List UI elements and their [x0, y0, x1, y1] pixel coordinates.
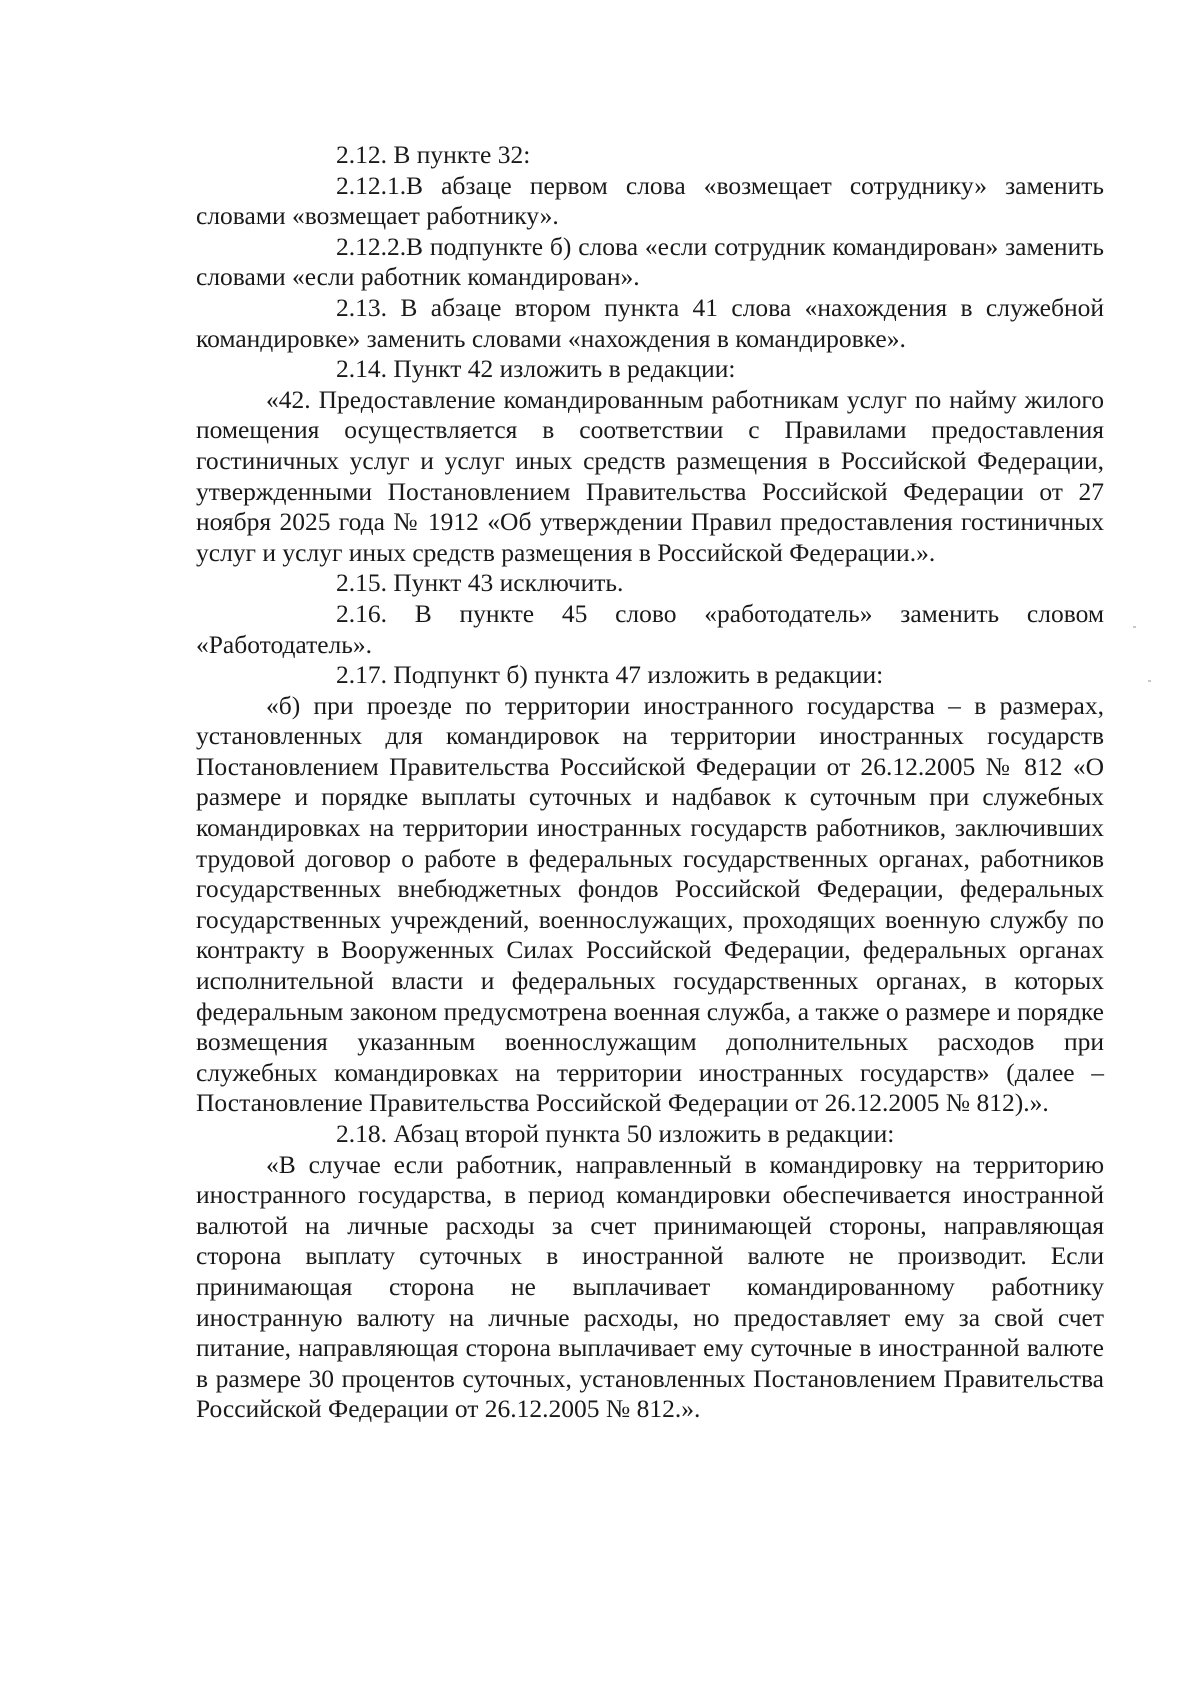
- paragraph-number: 2.13.: [336, 292, 387, 322]
- scan-speck: [1133, 626, 1136, 628]
- paragraph-2-12-1: [196, 171, 1104, 232]
- paragraph-2-16: [196, 599, 1104, 660]
- quoted-clause-42: [196, 385, 1104, 569]
- paragraph-text: Пункт 42 изложить в редакции:: [393, 354, 736, 384]
- paragraph-number: 2.12.2.: [336, 231, 407, 261]
- document-body: [196, 140, 1104, 1425]
- paragraph-text: Подпункт б) пункта 47 изложить в редакции:: [393, 660, 884, 690]
- paragraph-text: В подпункте б) слова «если сотрудник командирован» заменить словами «если работник командирован».: [196, 231, 1104, 292]
- paragraph-text: «В случае если работник, направленный в командировку на территорию иностранного государства, в период командировки обеспечивается иностранной валютой на личные расходы за счет принимающей стороны, направляющая сторона выплату суточных в иностранной валюте не производит. Если принимающая сторона не выплачивает командированному работнику иностранную валюту на личные расходы, но предоставляет ему за свой счет питание, направляющая сторона выплачивает ему суточные в иностранной валюте в размере 30 процентов суточных, установленных Постановлением Правительства Российской Федерации от 26.12.2005 № 812.».: [196, 1149, 1104, 1424]
- paragraph-number: 2.12.1.: [336, 170, 407, 200]
- quoted-clause-50: [196, 1150, 1104, 1425]
- paragraph-text: В абзаце втором пункта 41 слова «нахождения в служебной командировке» заменить словами «нахождения в командировке».: [196, 292, 1104, 353]
- paragraph-2-13: [196, 293, 1104, 354]
- paragraph-text: В пункте 32:: [393, 140, 531, 169]
- paragraph-number: 2.18.: [336, 1119, 387, 1148]
- quoted-subclause-b: [196, 691, 1104, 1119]
- paragraph-number: 2.17.: [336, 660, 387, 690]
- paragraph-2-12-2: [196, 232, 1104, 293]
- paragraph-text: Пункт 43 исключить.: [393, 568, 624, 598]
- scan-speck: [1148, 680, 1151, 682]
- paragraph-2-14: [196, 354, 1104, 385]
- paragraph-number: 2.16.: [336, 598, 387, 628]
- paragraph-number: 2.15.: [336, 568, 387, 598]
- paragraph-text: «42. Предоставление командированным работникам услуг по найму жилого помещения осуществляется в соответствии с Правилами предоставления гостиничных услуг и услуг иных средств размещения в Российской Федерации, утвержденными Постановлением Правительства Российской Федерации от 27 ноября 2025 года № 1912 «Об утверждении Правил предоставления гостиничных услуг и услуг иных средств размещения в Российской Федерации.».: [196, 384, 1104, 567]
- paragraph-2-15: [196, 568, 1104, 599]
- paragraph-number: 2.14.: [336, 354, 387, 384]
- paragraph-text: Абзац второй пункта 50 изложить в редакции:: [393, 1119, 895, 1148]
- paragraph-2-12: [196, 140, 1104, 171]
- paragraph-2-18: [196, 1119, 1104, 1150]
- paragraph-number: 2.12.: [336, 140, 387, 169]
- paragraph-text: «б) при проезде по территории иностранного государства – в размерах, установленных для командировок на территории иностранных государств Постановлением Правительства Российской Федерации от 26.12.2005 № 812 «О размере и порядке выплаты суточных и надбавок к суточным при служебных командировках на территории иностранных государств работников, заключивших трудовой договор о работе в федеральных государственных органах, работников государственных внебюджетных фондов Российской Федерации, федеральных государственных учреждений, военнослужащих, проходящих военную службу по контракту в Вооруженных Силах Российской Федерации, федеральных органах исполнительной власти и федеральных государственных органах, в которых федеральным законом предусмотрена военная служба, а также о размере и порядке возмещения указанным военнослужащим дополнительных расходов при служебных командировках на территории иностранных государств» (далее – Постановление Правительства Российской Федерации от 26.12.2005 № 812).».: [196, 690, 1104, 1118]
- paragraph-2-17: [196, 660, 1104, 691]
- paragraph-text: В пункте 45 слово «работодатель» заменить словом «Работодатель».: [196, 598, 1104, 659]
- paragraph-text: В абзаце первом слова «возмещает сотруднику» заменить словами «возмещает работнику».: [196, 170, 1104, 231]
